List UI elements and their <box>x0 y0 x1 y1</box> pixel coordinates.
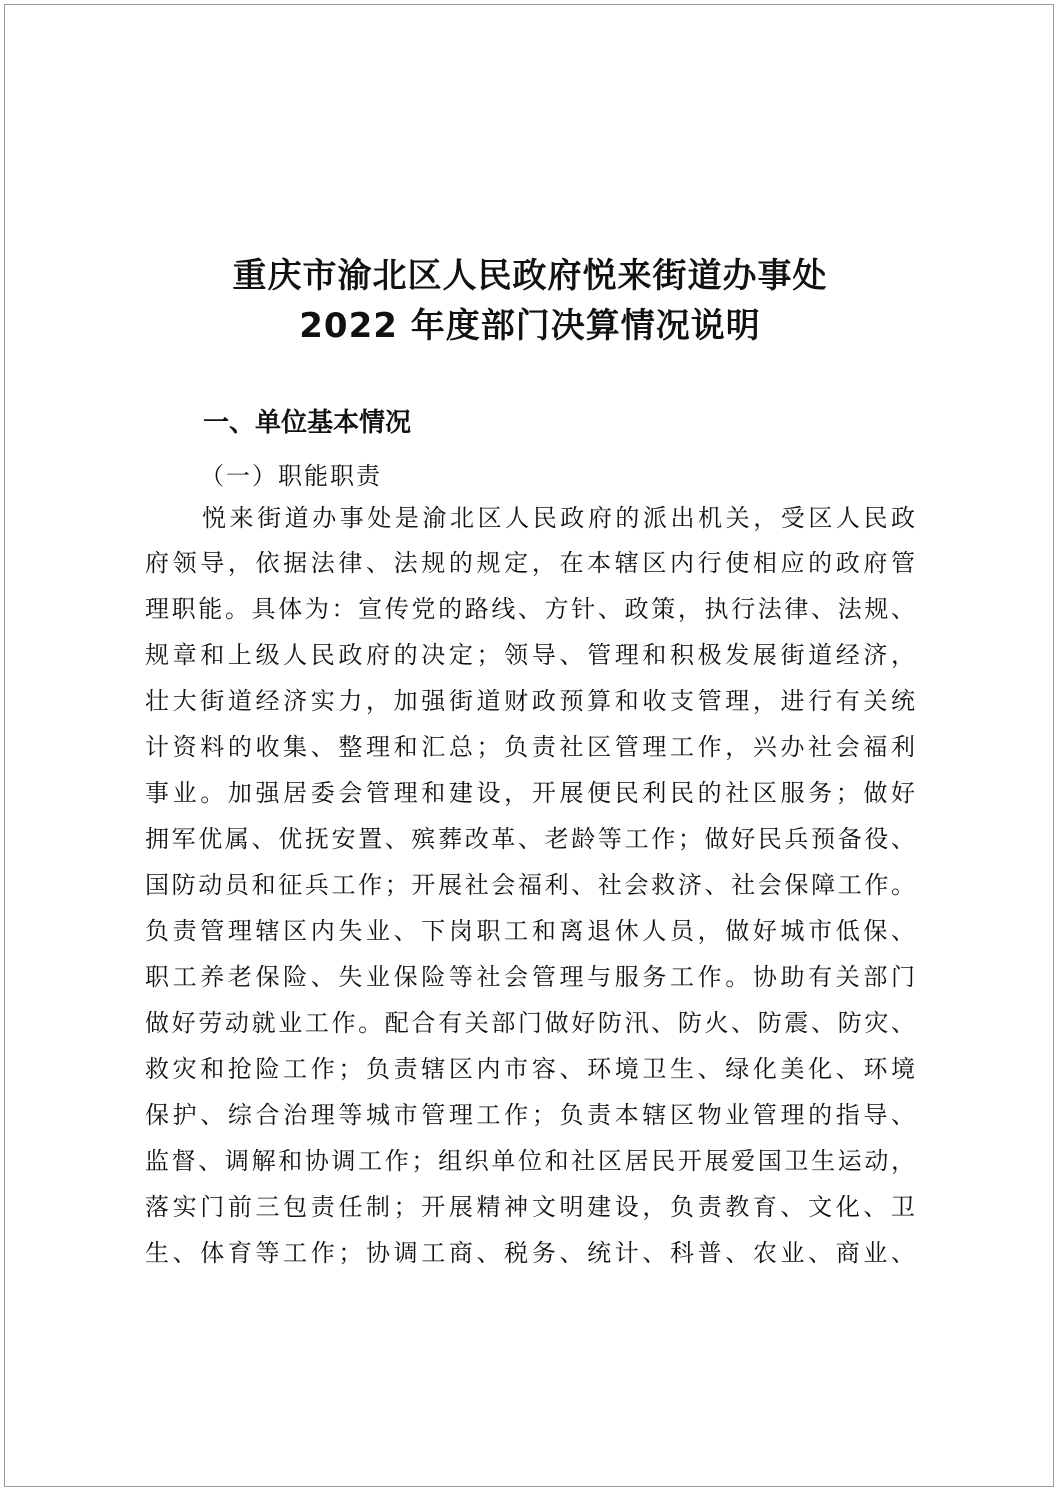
body-line: 落实门前三包责任制；开展精神文明建设，负责教育、文化、卫 <box>145 1193 915 1221</box>
body-line: 理职能。具体为：宣传党的路线、方针、政策，执行法律、法规、 <box>145 595 915 623</box>
body-line: 保护、综合治理等城市管理工作；负责本辖区物业管理的指导、 <box>145 1101 915 1129</box>
body-line: 负责管理辖区内失业、下岗职工和离退休人员，做好城市低保、 <box>145 917 915 945</box>
body-line: 生、体育等工作；协调工商、税务、统计、科普、农业、商业、 <box>145 1239 915 1267</box>
body-line: 计资料的收集、整理和汇总；负责社区管理工作，兴办社会福利 <box>145 733 915 761</box>
body-line: 救灾和抢险工作；负责辖区内市容、环境卫生、绿化美化、环境 <box>145 1055 915 1083</box>
document-title-line-1: 重庆市渝北区人民政府悦来街道办事处 <box>232 256 828 296</box>
body-line: 国防动员和征兵工作；开展社会福利、社会救济、社会保障工作。 <box>145 871 915 899</box>
body-line: 做好劳动就业工作。配合有关部门做好防汛、防火、防震、防灾、 <box>145 1009 915 1037</box>
body-line: 壮大街道经济实力，加强街道财政预算和收支管理，进行有关统 <box>145 687 915 715</box>
body-line: 监督、调解和协调工作；组织单位和社区居民开展爱国卫生运动， <box>145 1147 915 1175</box>
section-heading: 一、单位基本情况 <box>203 408 412 438</box>
body-line: 府领导，依据法律、法规的规定，在本辖区内行使相应的政府管 <box>145 549 915 577</box>
body-line: 规章和上级人民政府的决定；领导、管理和积极发展街道经济， <box>145 641 915 669</box>
body-line: 悦来街道办事处是渝北区人民政府的派出机关，受区人民政 <box>202 504 915 532</box>
subsection-heading: （一）职能职责 <box>200 462 382 490</box>
document-title-line-2: 2022 年度部门决算情况说明 <box>299 306 761 346</box>
body-line: 职工养老保险、失业保险等社会管理与服务工作。协助有关部门 <box>145 963 915 991</box>
body-line: 事业。加强居委会管理和建设，开展便民利民的社区服务；做好 <box>145 779 915 807</box>
body-line: 拥军优属、优抚安置、殡葬改革、老龄等工作；做好民兵预备役、 <box>145 825 915 853</box>
